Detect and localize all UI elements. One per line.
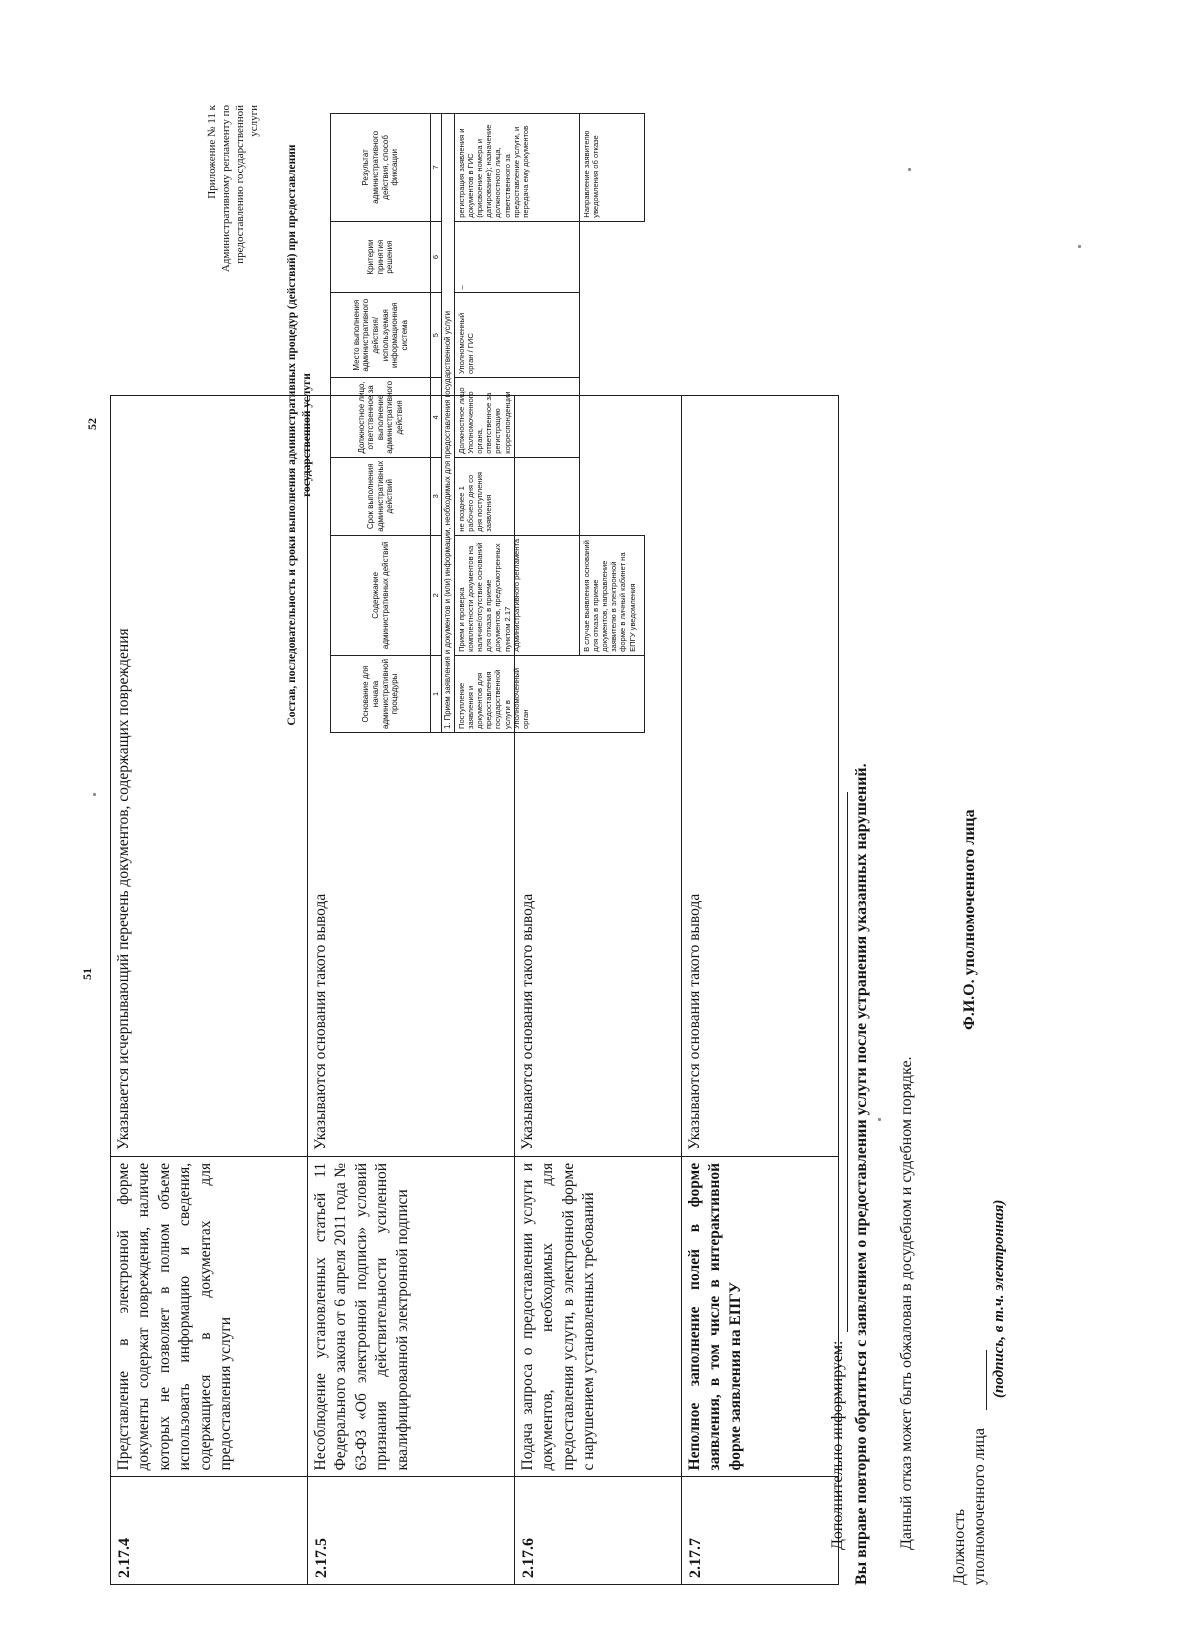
- clause-code: 2.17.4: [111, 1477, 308, 1585]
- official-cell: Должностное лицо Уполномоченного органа, ответственное за регистрацию корреспонденции: [455, 377, 580, 457]
- column-header: Основание для начала административной процедуры: [331, 655, 431, 732]
- table-row: [580, 114, 645, 733]
- position-label: Должность: [951, 1508, 968, 1585]
- column-number: 6: [431, 221, 442, 293]
- header-row: [331, 114, 431, 733]
- column-number: 4: [431, 377, 442, 457]
- refusal-ground: Подача запроса о предоставлении услуги и документов, необходимых для предоставления услуги, в электронной форме с нарушением установленных требований: [515, 1156, 682, 1477]
- table-row: [455, 114, 580, 733]
- column-header: Срок выполнения административных действий: [331, 457, 431, 535]
- criteria-cell: –: [455, 221, 580, 293]
- appeal-notice: Данный отказ может быть обжалован в досудебном и судебном порядке.: [898, 1056, 915, 1550]
- signature-line: [986, 1350, 987, 1410]
- additional-info-label: Дополнительно информируем:: [829, 1340, 846, 1550]
- refusal-ground: Неполное заполнение полей в форме заявления, в том числе в интерактивной форме заявления на ЕПГУ: [682, 1156, 839, 1477]
- additional-info-line: [828, 793, 848, 1551]
- refusal-explanation: Указываются основания такого вывода: [308, 396, 515, 1157]
- column-number: 5: [431, 293, 442, 378]
- clause-code: 2.17.6: [515, 1477, 682, 1585]
- appendix-line: предоставлению государственной: [234, 105, 247, 264]
- refusal-ground: Несоблюдение установленных статьей 11 Федерального закона от 6 апреля 2011 года № 63-ФЗ «Об электронной подписи» условий признания действительности усиленной квалифицированной электронной подписи: [308, 1156, 515, 1477]
- place-cell: Уполномоченный орган / ГИС: [455, 293, 580, 378]
- additional-info-blank: [828, 793, 848, 1333]
- page-number: 51: [80, 968, 94, 980]
- page-52: [85, 95, 765, 735]
- appendix-header: [205, 105, 261, 272]
- reapply-notice: Вы вправе повторно обратиться с заявлением о предоставлении услуги после устранения указанных нарушений.: [853, 763, 870, 1585]
- result-cell: регистрация заявления и документов в ГИС (присвоение номера и датирование); назначение должностного лица, ответственного за предоставление услуги, и передача ему документов: [455, 114, 580, 222]
- result-cell: Направление заявителю уведомления об отказе: [580, 114, 645, 222]
- appendix-line: услуги: [248, 105, 261, 137]
- title-line: государственной услуги: [300, 373, 313, 497]
- signature-caption: (подпись, в т.ч. электронная): [991, 1199, 1007, 1398]
- empty-cell: [580, 457, 645, 535]
- column-number: 7: [431, 114, 442, 222]
- scan-speck: [93, 793, 96, 796]
- column-header: Должностное лицо, ответственное за выполнение административного действия: [331, 377, 431, 457]
- page-number: 52: [85, 418, 99, 430]
- section-row: [442, 114, 455, 733]
- procedures-table: [330, 113, 645, 733]
- scan-speck: [1078, 245, 1081, 248]
- empty-cell: [580, 221, 645, 293]
- column-header: Критерии принятия решения: [331, 221, 431, 293]
- empty-cell: [580, 377, 645, 457]
- column-header: Место выполнения административного действия/ используемая информационная система: [331, 293, 431, 378]
- refusal-ground: Представление в электронной форме документы содержат повреждения, наличие которых не позволяет в полном объеме использовать информацию и сведения, содержащиеся в документах для предоставления услуги: [111, 1156, 308, 1477]
- column-number: 3: [431, 457, 442, 535]
- column-number: 1: [431, 655, 442, 732]
- title-line: Состав, последовательность и сроки выполнения административных процедур (действий) при предоставлении: [286, 144, 298, 726]
- column-header: Результат административного действия, способ фиксации: [331, 114, 431, 222]
- clause-code: 2.17.7: [682, 1477, 839, 1585]
- position-label-2: уполномоченного лица: [971, 1428, 988, 1585]
- appendix-line: Административному регламенту по: [220, 105, 233, 273]
- column-number-row: [431, 114, 442, 733]
- scan-speck: [878, 1118, 881, 1121]
- action-cell: Прием и проверка комплектности документов на наличие/отсутствие оснований для отказа в приеме документов, предусмотренных пунктом 2.17 Административного регламента: [455, 535, 580, 655]
- basis-cell: Поступление заявления и документов для предоставления государственной услуги в Уполномоченный орган: [455, 655, 645, 732]
- refusal-explanation: Указываются основания такого вывода: [682, 396, 839, 1157]
- refusal-explanation: Указываются основания такого вывода: [515, 396, 682, 1157]
- appendix-line: Приложение № 11 к: [206, 105, 218, 199]
- empty-cell: [580, 293, 645, 378]
- fio-caption: Ф.И.О. уполномоченного лица: [961, 809, 978, 1030]
- action-cell: В случае выявления оснований для отказа в приеме документов, направление заявителю в электронной форме в личный кабинет на ЕПГУ уведомления: [580, 535, 645, 655]
- section-title: 1. Прием заявления и документов и (или) информации, необходимых для предоставления государственной услуги: [442, 114, 455, 733]
- term-cell: не позднее 1 рабочего дня со дня поступления заявления: [455, 457, 580, 535]
- procedures-title: [285, 135, 315, 735]
- refusal-explanation: Указывается исчерпывающий перечень документов, содержащих повреждения: [111, 396, 308, 1157]
- column-number: 2: [431, 535, 442, 655]
- clause-code: 2.17.5: [308, 1477, 515, 1585]
- column-header: Содержание административных действий: [331, 535, 431, 655]
- scan-speck: [908, 168, 911, 171]
